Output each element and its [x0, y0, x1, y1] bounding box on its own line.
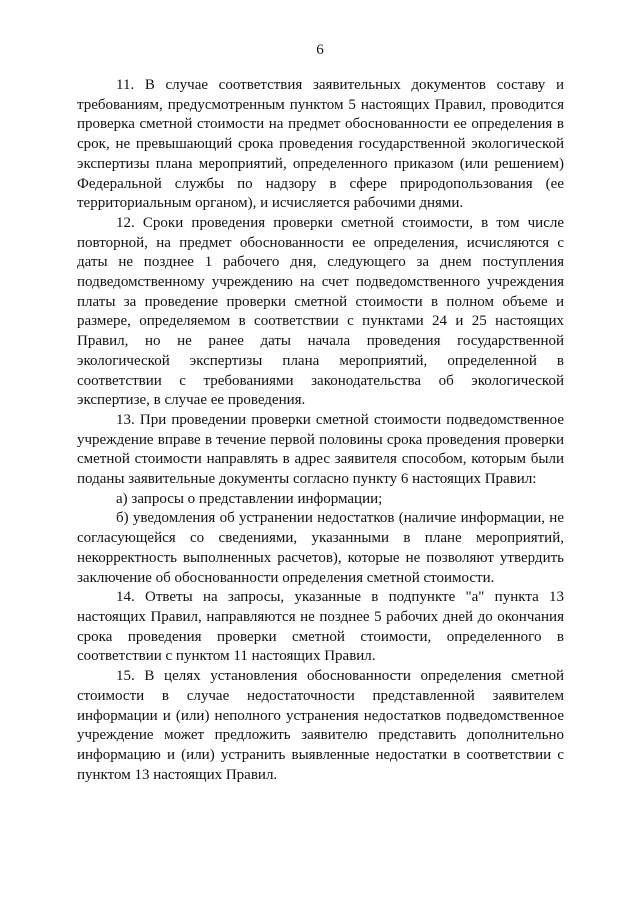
paragraph-15: 15. В целях установления обоснованности определения сметной стоимости в случае недостаточности представленной заявителем информации и (или) неполного устранения недостатков подведомственное учреждение может предложить заявителю представить дополнительно информацию и (или) устранить выявленные недостатки в соответствии с пунктом 13 настоящих Правил. [77, 668, 564, 783]
paragraph-13: 13. При проведении проверки сметной стоимости подведомственное учреждение вправе в течение первой половины срока проведения проверки сметной стоимости направлять в адрес заявителя способом, которым были поданы заявительные документы согласно пункту 6 настоящих Правил: [77, 411, 564, 488]
paragraph-11: 11. В случае соответствия заявительных документов составу и требованиям, предусмотренным пунктом 5 настоящих Правил, проводится проверка сметной стоимости на предмет обоснованности ее определения в срок, не превышающий срока проведения государственной экологической экспертизы плана мероприятий, определенного приказом (или решением) Федеральной службы по надзору в сфере природопользования (ее территориальным органом), и исчисляется рабочими днями. [77, 77, 564, 212]
paragraph-12: 12. Сроки проведения проверки сметной стоимости, в том числе повторной, на предмет обоснованности ее определения, исчисляются с даты не позднее 1 рабочего дня, следующего за днем поступления подведомственному учреждению на счет подведомственного учреждения платы за проведение проверки сметной стоимости в полном объеме и размере, определяемом в соответствии с пунктами 24 и 25 настоящих Правил, но не ранее даты начала проведения государственной экологической экспертизы плана мероприятий, определенной в соответствии с требованиями законодательства об экологической экспертизе, в случае ее проведения. [77, 214, 564, 409]
paragraph-13-item-b: б) уведомления об устранении недостатков (наличие информации, не согласующейся со сведениями, указанными в плане мероприятий, некорректность выполненных расчетов), которые не позволяют утвердить заключение об обоснованности определения сметной стоимости. [77, 510, 564, 586]
paragraph-13-item-a: а) запросы о представлении информации; [116, 490, 383, 507]
page-number: 6 [316, 42, 324, 58]
paragraph-14: 14. Ответы на запросы, указанные в подпункте "а" пункта 13 настоящих Правил, направляются не позднее 5 рабочих дней до окончания срока проведения проверки сметной стоимости, определенного в соответствии с пунктом 11 настоящих Правил. [77, 589, 564, 665]
document-body [77, 76, 564, 785]
